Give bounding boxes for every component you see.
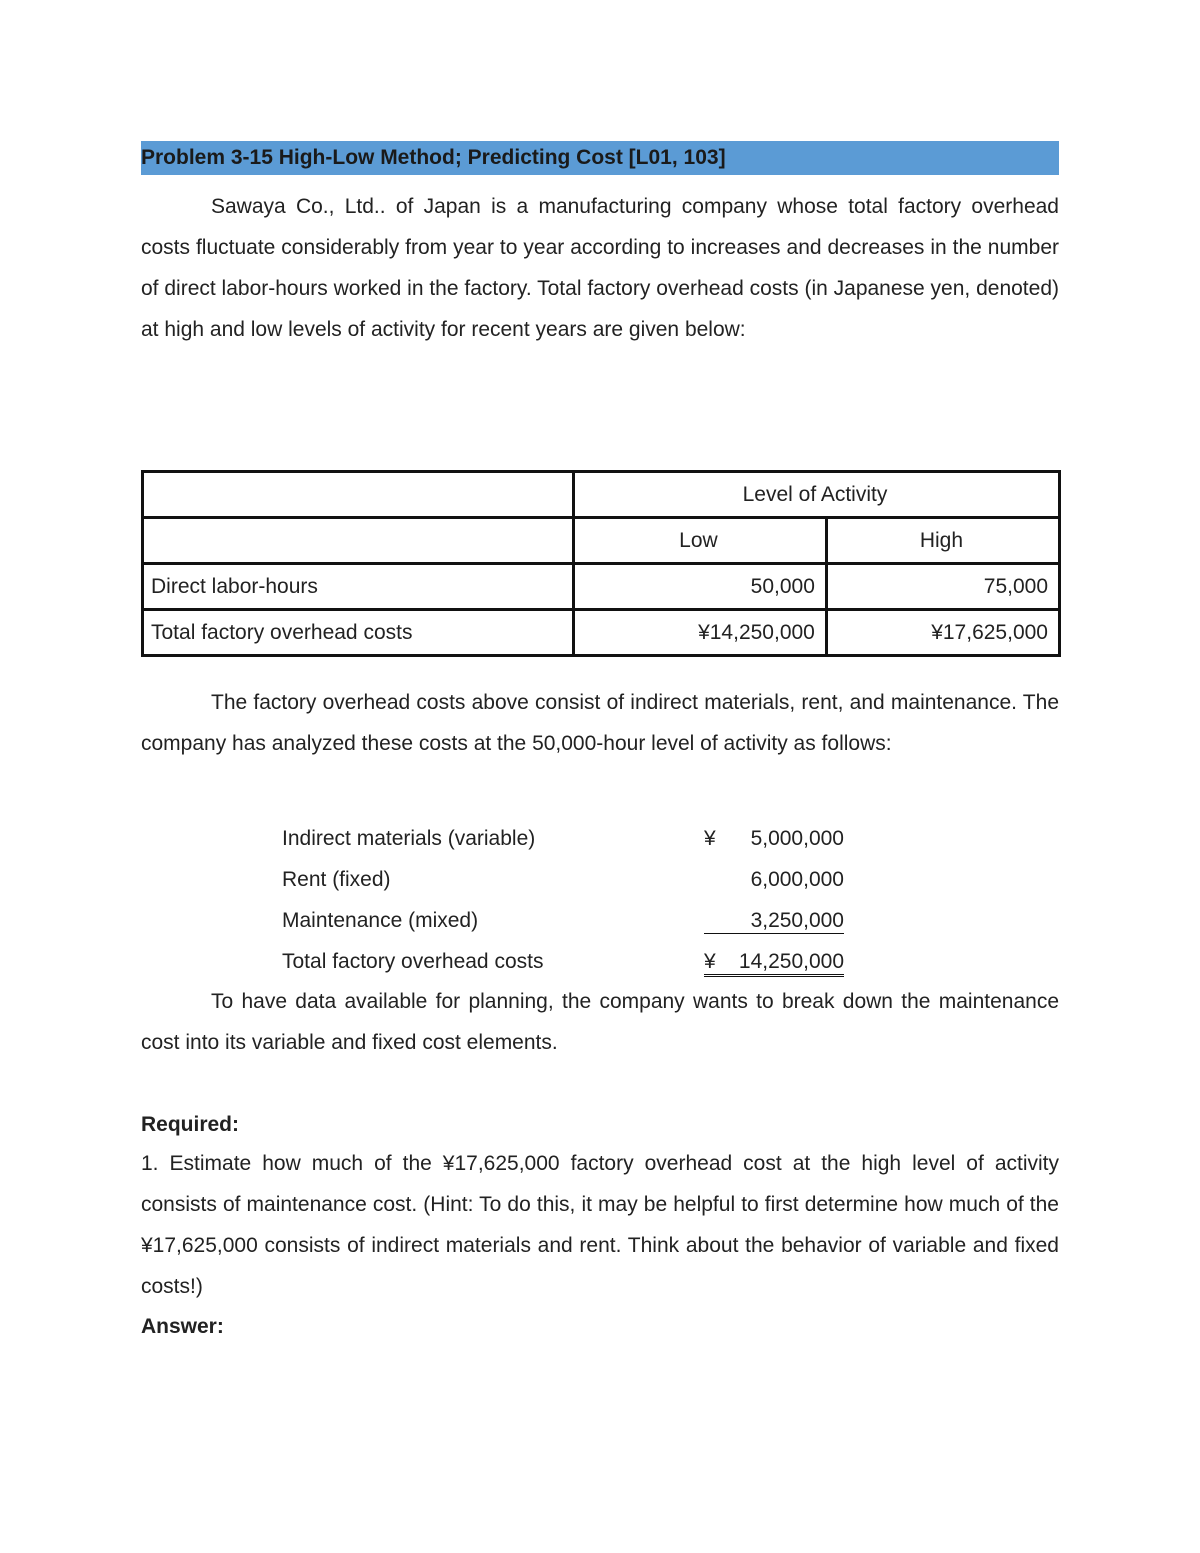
row-label: Direct labor-hours [143,564,574,610]
row-label: Total factory overhead costs [143,610,574,656]
breakdown-row [282,900,862,941]
high-column-header: High [826,518,1059,564]
breakdown-row [282,818,862,859]
required-label: Required: [141,1113,240,1136]
low-value: 50,000 [573,564,826,610]
breakdown-label: Rent (fixed) [282,868,391,891]
planning-paragraph: To have data available for planning, the company wants to break down the maintenance cost into its variable and fixed cost elements. [141,990,1059,1054]
breakdown-row [282,859,862,900]
breakdown-total-row [282,941,862,982]
level-of-activity-header: Level of Activity [573,472,1059,518]
table-row [143,610,1060,656]
breakdown-value: 6,000,000 [750,868,844,891]
analysis-paragraph: The factory overhead costs above consist of indirect materials, rent, and maintenance. The company has analyzed these costs at the 50,000-hour level of activity as follows: [141,691,1059,755]
breakdown-amount [704,900,844,934]
high-value: ¥17,625,000 [826,610,1059,656]
low-value: ¥14,250,000 [573,610,826,656]
yen-symbol: ¥ [704,950,716,973]
cost-breakdown [282,818,862,982]
breakdown-label: Maintenance (mixed) [282,909,479,932]
breakdown-value: 14,250,000 [738,950,844,973]
problem-title: Problem 3-15 High-Low Method; Predicting Cost [L01, 103] [141,141,1059,175]
table-header-row [143,472,1060,518]
breakdown-label: Indirect materials (variable) [282,827,536,850]
table-row [143,564,1060,610]
question-1: 1. Estimate how much of the ¥17,625,000 factory overhead cost at the high level of activity consists of maintenance cost. (Hint: To do this, it may be helpful to first determine how much of the ¥17,625,000 consists of indirect materials and rent. Think about the behavior of variable and fixed costs!) [141,1152,1059,1298]
table-subheader-blank [143,518,574,564]
breakdown-value: 3,250,000 [750,909,844,932]
low-column-header: Low [573,518,826,564]
answer-label: Answer: [141,1315,224,1338]
table-header-blank [143,472,574,518]
table-subheader-row [143,518,1060,564]
breakdown-amount [704,941,844,977]
yen-symbol: ¥ [704,827,716,850]
high-value: 75,000 [826,564,1059,610]
breakdown-label: Total factory overhead costs [282,950,544,973]
intro-paragraph: Sawaya Co., Ltd.. of Japan is a manufacturing company whose total factory overhead costs fluctuate considerably from year to year according to increases and decreases in the number of direct labor-hours worked in the factory. Total factory overhead costs (in Japanese yen, denoted) at high and low levels of activity for recent years are given below: [141,195,1059,341]
activity-table [141,470,1061,657]
breakdown-value: 5,000,000 [750,827,844,850]
